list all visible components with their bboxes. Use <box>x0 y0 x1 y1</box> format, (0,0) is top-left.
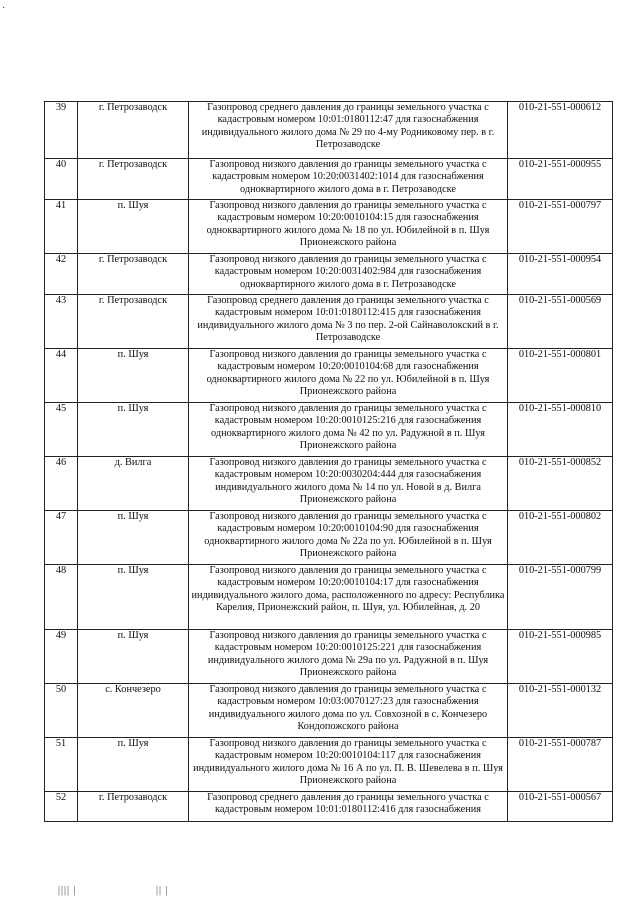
row-number: 49 <box>45 630 78 684</box>
row-locality: г. Петрозаводск <box>78 159 189 200</box>
row-number: 42 <box>45 254 78 295</box>
scan-artifact-marks-2: || | <box>156 885 169 896</box>
row-locality: п. Шуя <box>78 200 189 254</box>
row-registry-code: 010-21-551-000612 <box>508 102 613 159</box>
row-number: 46 <box>45 457 78 511</box>
row-number: 45 <box>45 403 78 457</box>
row-locality: п. Шуя <box>78 403 189 457</box>
row-number: 41 <box>45 200 78 254</box>
table-row <box>45 200 613 254</box>
row-registry-code: 010-21-551-000985 <box>508 630 613 684</box>
table-row <box>45 295 613 349</box>
scan-artifact-marks: |||| | <box>58 885 77 896</box>
table-body <box>45 102 613 822</box>
row-registry-code: 010-21-551-000810 <box>508 403 613 457</box>
row-number: 44 <box>45 349 78 403</box>
row-locality: д. Вилга <box>78 457 189 511</box>
row-locality: п. Шуя <box>78 565 189 630</box>
row-description: Газопровод низкого давления до границы земельного участка с кадастровым номером 10:20:0010104:90 для газоснабжения одноквартирного жилого дома № 22а по ул. Юбилейной в п. Шуя Прионежского района <box>189 511 508 565</box>
row-registry-code: 010-21-551-000797 <box>508 200 613 254</box>
row-description: Газопровод низкого давления до границы земельного участка с кадастровым номером 10:20:0010104:68 для газоснабжения одноквартирного жилого дома № 22 по ул. Юбилейной в п. Шуя Прионежского района <box>189 349 508 403</box>
row-description: Газопровод низкого давления до границы земельного участка с кадастровым номером 10:20:0010104:15 для газоснабжения одноквартирного жилого дома № 18 по ул. Юбилейной в п. Шуя Прионежского района <box>189 200 508 254</box>
table-row <box>45 684 613 738</box>
table-row <box>45 738 613 792</box>
row-registry-code: 010-21-551-000801 <box>508 349 613 403</box>
table-row <box>45 102 613 159</box>
table-row <box>45 792 613 822</box>
row-description: Газопровод среднего давления до границы земельного участка с кадастровым номером 10:01:0180112:415 для газоснабжения индивидуального жилого дома № 3 по пер. 2-ой Сайнаволокский в г. Петрозаводске <box>189 295 508 349</box>
row-number: 40 <box>45 159 78 200</box>
row-description: Газопровод низкого давления до границы земельного участка с кадастровым номером 10:20:0010125:221 для газоснабжения индивидуального жилого дома № 29а по ул. Радужной в п. Шуя Прионежского района <box>189 630 508 684</box>
row-registry-code: 010-21-551-000954 <box>508 254 613 295</box>
row-description: Газопровод низкого давления до границы земельного участка с кадастровым номером 10:20:0010104:17 для газоснабжения индивидуального жилого дома, расположенного по адресу: Республика Карелия, Прионежский район, п. Шуя, ул. Юбилейная, д. 20 <box>189 565 508 630</box>
row-description: Газопровод среднего давления до границы земельного участка с кадастровым номером 10:01:0180112:47 для газоснабжения индивидуального жилого дома № 29 по 4-му Родниковому пер. в г. Петрозаводске <box>189 102 508 159</box>
row-registry-code: 010-21-551-000955 <box>508 159 613 200</box>
table-row <box>45 630 613 684</box>
table-row <box>45 159 613 200</box>
row-number: 39 <box>45 102 78 159</box>
row-locality: с. Кончезеро <box>78 684 189 738</box>
row-locality: г. Петрозаводск <box>78 102 189 159</box>
row-number: 43 <box>45 295 78 349</box>
row-description: Газопровод низкого давления до границы земельного участка с кадастровым номером 10:20:0031402:1014 для газоснабжения одноквартирного жилого дома в г. Петрозаводске <box>189 159 508 200</box>
row-registry-code: 010-21-551-000567 <box>508 792 613 822</box>
table-row <box>45 403 613 457</box>
row-number: 51 <box>45 738 78 792</box>
row-registry-code: 010-21-551-000569 <box>508 295 613 349</box>
row-locality: п. Шуя <box>78 738 189 792</box>
row-description: Газопровод низкого давления до границы земельного участка с кадастровым номером 10:20:0010104:117 для газоснабжения индивидуального жилого дома № 16 А по ул. П. В. Шевелева в п. Шуя Прионежского района <box>189 738 508 792</box>
table-row <box>45 457 613 511</box>
row-description: Газопровод среднего давления до границы земельного участка с кадастровым номером 10:01:0180112:416 для газоснабжения <box>189 792 508 822</box>
row-description: Газопровод низкого давления до границы земельного участка с кадастровым номером 10:20:0030204:444 для газоснабжения индивидуального жилого дома № 14 по ул. Новой в д. Вилга Прионежского района <box>189 457 508 511</box>
table-row <box>45 349 613 403</box>
row-registry-code: 010-21-551-000802 <box>508 511 613 565</box>
row-registry-code: 010-21-551-000787 <box>508 738 613 792</box>
row-registry-code: 010-21-551-000852 <box>508 457 613 511</box>
table-row <box>45 565 613 630</box>
row-locality: п. Шуя <box>78 630 189 684</box>
row-locality: п. Шуя <box>78 349 189 403</box>
row-number: 47 <box>45 511 78 565</box>
gas-pipeline-register-table <box>44 101 613 822</box>
row-locality: г. Петрозаводск <box>78 792 189 822</box>
row-description: Газопровод низкого давления до границы земельного участка с кадастровым номером 10:20:0010125:216 для газоснабжения одноквартирного жилого дома № 42 по ул. Радужной в п. Шуя Прионежского района <box>189 403 508 457</box>
row-registry-code: 010-21-551-000132 <box>508 684 613 738</box>
row-description: Газопровод низкого давления до границы земельного участка с кадастровым номером 10:03:0070127:23 для газоснабжения индивидуального жилого дома по ул. Совхозной в с. Кончезеро Кондопожского района <box>189 684 508 738</box>
row-registry-code: 010-21-551-000799 <box>508 565 613 630</box>
row-locality: г. Петрозаводск <box>78 254 189 295</box>
row-number: 50 <box>45 684 78 738</box>
scan-corner-mark: · <box>2 3 6 14</box>
row-number: 52 <box>45 792 78 822</box>
row-locality: п. Шуя <box>78 511 189 565</box>
row-locality: г. Петрозаводск <box>78 295 189 349</box>
table-row <box>45 254 613 295</box>
table-row <box>45 511 613 565</box>
row-description: Газопровод низкого давления до границы земельного участка с кадастровым номером 10:20:0031402:984 для газоснабжения одноквартирного жилого дома в г. Петрозаводске <box>189 254 508 295</box>
row-number: 48 <box>45 565 78 630</box>
